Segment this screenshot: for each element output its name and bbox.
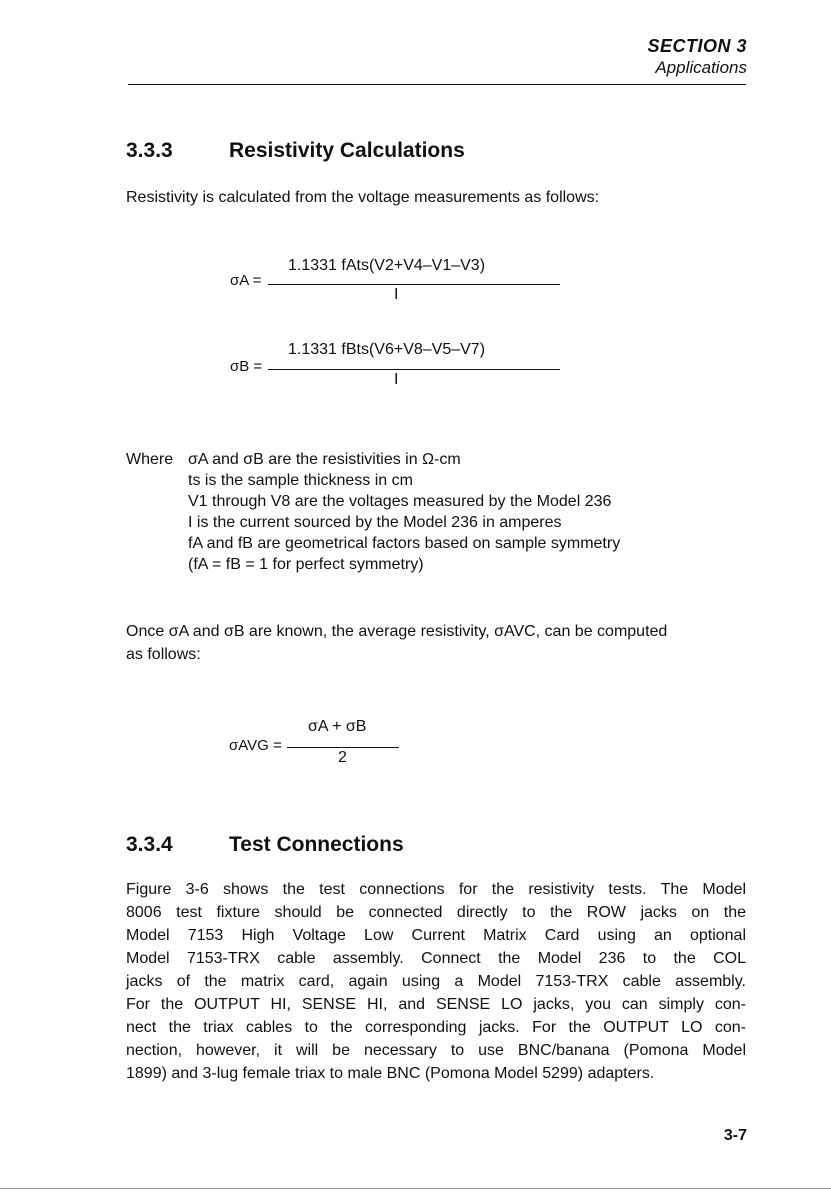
header-rule <box>128 84 746 85</box>
section-title-334: Test Connections <box>229 833 404 856</box>
fraction-bar <box>287 747 399 748</box>
average-intro-line: as follows: <box>126 646 201 663</box>
where-line: ts is the sample thickness in cm <box>188 472 413 489</box>
equation-numerator: 1.1331 fAts(V2+V4–V1–V3) <box>288 257 486 274</box>
equation-numerator: σA + σB <box>308 718 367 735</box>
equation-denominator: 2 <box>338 749 347 766</box>
where-label: Where <box>126 451 174 468</box>
where-line: I is the current sourced by the Model 236 in amperes <box>188 514 562 531</box>
paragraph-line: Model 7153-TRX cable assembly. Connect the Model 236 to the COL <box>126 950 746 967</box>
section-title-333: Resistivity Calculations <box>229 139 465 162</box>
section-number-334: 3.3.4 <box>126 833 173 856</box>
header-subtitle: Applications <box>655 58 747 77</box>
paragraph-line: Figure 3-6 shows the test connections for the resistivity tests. The Model <box>126 881 746 898</box>
where-line: σA and σB are the resistivities in Ω-cm <box>188 451 461 468</box>
equation-lhs: σAVG = <box>229 737 282 754</box>
average-intro <box>126 620 766 666</box>
equation-numerator: 1.1331 fBts(V6+V8–V5–V7) <box>288 341 486 358</box>
where-line: fA and fB are geometrical factors based on sample symmetry <box>188 535 621 552</box>
page-number: 3-7 <box>723 1127 747 1144</box>
paragraph-line: nect the triax cables to the corresponding jacks. For the OUTPUT LO con- <box>126 1019 746 1036</box>
test-connections-paragraph <box>126 878 746 1085</box>
fraction-bar <box>268 284 560 285</box>
paragraph-line: jacks of the matrix card, again using a Model 7153-TRX cable assembly. <box>126 973 746 990</box>
paragraph-line: 8006 test fixture should be connected directly to the ROW jacks on the <box>126 904 746 921</box>
section-number-333: 3.3.3 <box>126 139 173 162</box>
equation-lhs: σA = <box>230 272 262 289</box>
where-line: (fA = fB = 1 for perfect symmetry) <box>188 556 424 573</box>
resistivity-intro: Resistivity is calculated from the voltage measurements as follows: <box>126 189 600 206</box>
average-intro-line: Once σA and σB are known, the average resistivity, σAVC, can be computed <box>126 623 668 640</box>
equation-lhs: σB = <box>230 358 263 375</box>
where-line: V1 through V8 are the voltages measured by the Model 236 <box>188 493 612 510</box>
paragraph-line: 1899) and 3-lug female triax to male BNC (Pomona Model 5299) adapters. <box>126 1065 655 1082</box>
paragraph-line: nection, however, it will be necessary to use BNC/banana (Pomona Model <box>126 1042 746 1059</box>
paragraph-line: Model 7153 High Voltage Low Current Matrix Card using an optional <box>126 927 746 944</box>
paragraph-line: For the OUTPUT HI, SENSE HI, and SENSE LO jacks, you can simply con- <box>126 996 746 1013</box>
fraction-bar <box>268 369 560 370</box>
header-section-label: SECTION 3 <box>647 36 747 56</box>
equation-denominator: I <box>394 286 399 303</box>
equation-denominator: I <box>394 371 399 388</box>
footer-rule <box>0 1188 831 1189</box>
